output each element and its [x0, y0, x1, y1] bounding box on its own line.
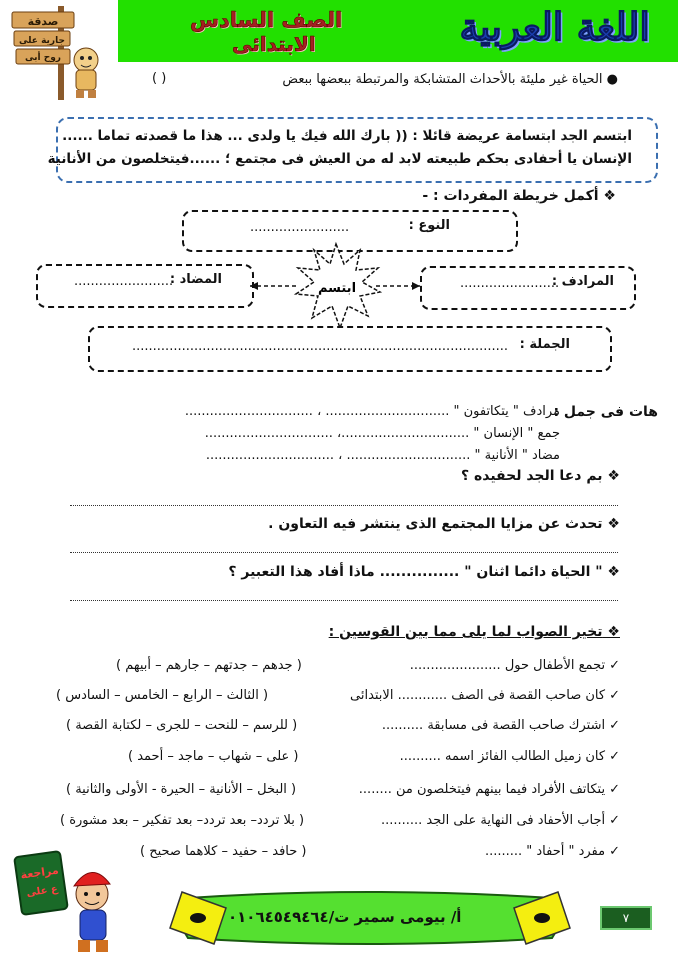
choice-stem: مفرد " أحفاد " ......... — [484, 844, 606, 859]
choice-options[interactable]: ( البخل – الأنانية – الحيرة - الأولى والثانية ) — [66, 782, 297, 797]
question-3: ❖ " الحياة دائما اثنان " ............... ماذا أفاد هذا التعبير ؟ — [228, 564, 620, 580]
answer-line[interactable] — [70, 600, 618, 601]
quote-box — [56, 117, 658, 183]
question-1: ❖ بم دعا الجد لحفيده ؟ — [460, 468, 620, 484]
subject-title: اللغة العربية — [459, 4, 650, 49]
choice-item-1 — [410, 658, 620, 673]
charity-sign-illustration — [6, 4, 118, 100]
grade-title: الصف السادس — [190, 8, 343, 32]
intro-bullet — [282, 72, 618, 87]
synonym-dots: ........................ — [460, 276, 560, 291]
choice-item-5 — [359, 782, 620, 797]
type-label: النوع : — [408, 218, 450, 233]
choice-stem: اشترك صاحب القصة فى مسابقة .......... — [381, 718, 606, 733]
sentence-item: جمع " الإنسان " ...............................، ............................... — [204, 426, 560, 441]
checkmark-icon: ✓ — [609, 658, 620, 673]
choice-stem: أجاب الأحفاد فى النهاية على الجد .......... — [380, 813, 606, 828]
page-number: ٧ — [600, 906, 652, 930]
answer-line[interactable] — [70, 505, 618, 506]
choice-item-6 — [381, 813, 620, 828]
diamond-bullet-icon: ❖ — [602, 468, 620, 484]
checkmark-icon: ✓ — [609, 844, 620, 859]
sentence-label: الجملة : — [519, 337, 570, 352]
checkmark-icon: ✓ — [609, 749, 620, 764]
bullet-icon: ● — [602, 72, 618, 87]
diamond-bullet-icon: ❖ — [602, 624, 620, 640]
answer-line[interactable] — [70, 552, 618, 553]
checkmark-icon: ✓ — [609, 782, 620, 797]
center-starburst — [246, 238, 426, 334]
sign-line-3: روح أبى — [25, 53, 61, 63]
mascot-text-1: مراجعة — [19, 863, 60, 882]
sentence-item: مرادف " يتكاتفون " .............................. ، ............................... — [184, 404, 560, 419]
vocab-heading: ❖ أكمل خريطة المفردات : - — [422, 188, 616, 204]
diamond-bullet-icon: ❖ — [602, 516, 620, 532]
choice-options[interactable]: ( جدهم – جدتهم – جارهم – أبيهم ) — [116, 658, 302, 673]
grade-subtitle: الابتدائى — [232, 32, 316, 56]
choice-options[interactable]: ( بلا تردد– بعد تردد– بعد تفكير – بعد مشورة ) — [60, 813, 305, 828]
sentences-heading: هات فى جمل : — [553, 404, 658, 420]
checkmark-icon: ✓ — [609, 688, 620, 703]
checkmark-icon: ✓ — [609, 813, 620, 828]
choice-item-4 — [400, 749, 620, 764]
question-2: ❖ تحدث عن مزايا المجتمع الذى ينتشر فيه التعاون . — [268, 516, 620, 532]
answer-slot[interactable]: ( ) — [152, 71, 167, 86]
center-word: ابتسم — [317, 281, 357, 296]
choice-item-2 — [350, 688, 620, 703]
choice-heading: ❖ تخير الصواب لما يلى مما بين القوسين : — [328, 624, 620, 640]
sign-line-2: جارية على — [19, 36, 65, 46]
choice-options[interactable]: ( للرسم – للنحت – للجرى – لكتابة القصة ) — [66, 718, 298, 733]
sentence-dots: ........................................................................................... — [132, 339, 509, 354]
sentence-item: مضاد " الأنانية " .............................. ، ............................... — [205, 448, 560, 463]
teacher-credit: أ/ بيومى سمير ت/٠١٠٦٤٥٤٩٤٦٤ — [228, 908, 462, 926]
choice-stem: يتكاتف الأفراد فيما بينهم فيتخلصون من ........ — [358, 782, 606, 797]
diamond-bullet-icon: ❖ — [598, 188, 616, 204]
intro-text: الحياة غير مليئة بالأحداث المتشابكة والمرتبطة ببعضها ببعض — [282, 72, 603, 87]
mascot-text-2: ع على — [25, 883, 59, 900]
checkmark-icon: ✓ — [609, 718, 620, 733]
quote-line-2: الإنسان يا أحفادى بحكم طبيعته لابد له من العيش فى مجتمع ؛ ......فيتخلصون من الأنانية — [47, 151, 632, 167]
type-dots: ........................ — [250, 220, 350, 235]
quote-line-1: ابتسم الجد ابتسامة عريضة قائلا : (( بارك الله فيك يا ولدى ... هذا ما قصدته تماما ...... — [62, 128, 632, 144]
sign-line-1: صدقة — [27, 15, 59, 28]
antonym-label: المضاد : — [169, 272, 222, 287]
choice-stem: كان زميل الطالب الفائز اسمه .......... — [399, 749, 606, 764]
choice-item-3 — [382, 718, 620, 733]
synonym-label: المرادف : — [551, 274, 614, 289]
review-mascot-illustration — [8, 850, 138, 956]
choice-stem: تجمع الأطفال حول ...................... — [409, 658, 606, 673]
antonym-dots: ........................ — [74, 274, 174, 289]
diamond-bullet-icon: ❖ — [602, 564, 620, 580]
choice-options[interactable]: ( الثالث – الرابع – الخامس – السادس ) — [56, 688, 269, 703]
choice-options[interactable]: ( حافد – حفيد – كلاهما صحيح ) — [140, 844, 307, 859]
choice-item-7 — [485, 844, 620, 859]
choice-options[interactable]: ( على – شهاب – ماجد – أحمد ) — [128, 749, 299, 764]
choice-stem: كان صاحب القصة فى الصف ............ الابتدائى — [350, 688, 606, 703]
